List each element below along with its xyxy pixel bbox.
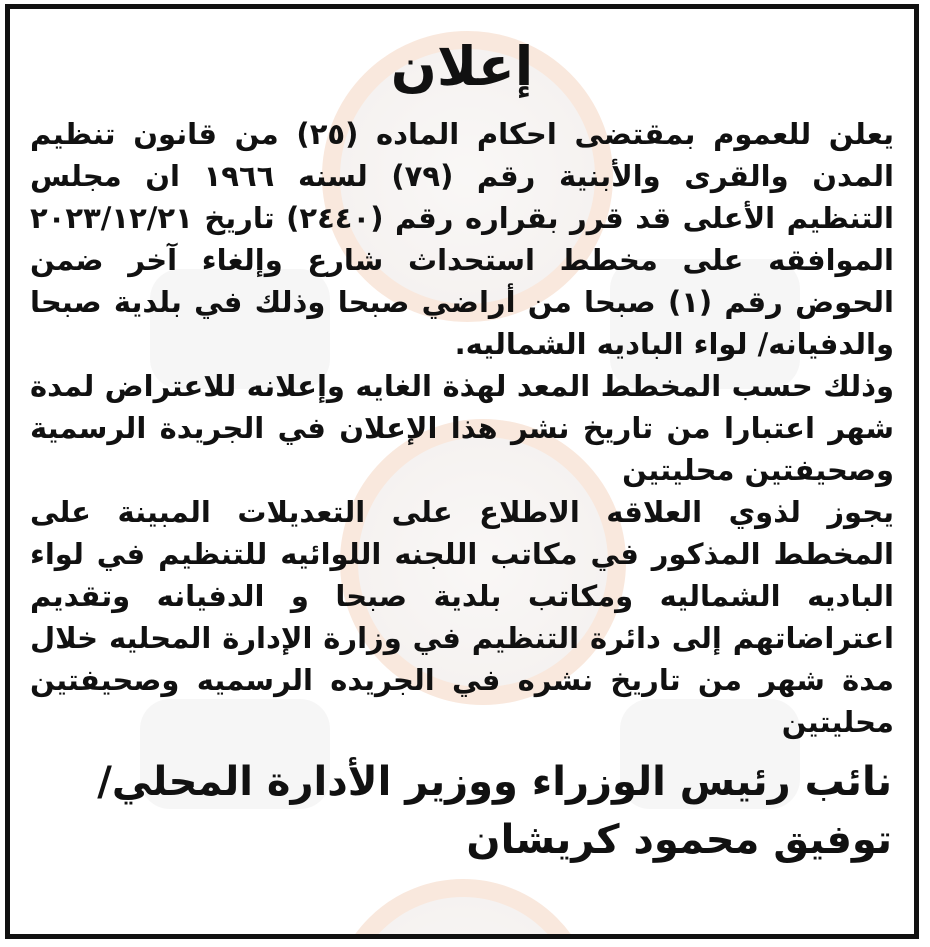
signature-title: نائب رئيس الوزراء ووزير الأدارة المحلي/	[97, 759, 892, 805]
notice-body	[30, 113, 894, 743]
notice-paragraph-2: وذلك حسب المخطط المعد لهذة الغايه وإعلانه للاعتراض لمدة شهر اعتبارا من تاريخ نشر هذا الإعلان في الجريدة الرسمية وصحيفتين محليتين	[30, 369, 894, 487]
notice-frame	[5, 4, 919, 939]
notice-content	[10, 35, 914, 869]
watermark-clock-icon	[330, 879, 596, 939]
signature-name: توفيق محمود كريشان	[466, 817, 892, 863]
notice-paragraph-1: يعلن للعموم بمقتضى احكام الماده (٢٥) من قانون تنظيم المدن والقرى والأبنية رقم (٧٩) لسنه ١٩٦٦ ان مجلس التنظيم الأعلى قد قرر بقراره رقم (٢٤٤٠) تاريخ ٢٠٢٣/١٢/٢١ الموافقه على مخطط استحداث شارع وإلغاء آخر ضمن الحوض رقم (١) صبحا من أراضي صبحا وذلك في بلدية صبحا والدفيانه/ لواء الباديه الشماليه.	[30, 117, 895, 361]
notice-title: إعلان	[390, 35, 534, 98]
notice-paragraph-3: يجوز لذوي العلاقه الاطلاع على التعديلات المبينة على المخطط المذكور في مكاتب اللجنه اللوائيه للتنظيم في لواء الباديه الشماليه ومكاتب بلدية صبحا و الدفيانه وتقديم اعتراضاتهم إلى دائرة التنظيم في وزارة الإدارة المحليه خلال مدة شهر من تاريخ نشره في الجريده الرسميه وصحيفتين محليتين	[30, 495, 894, 739]
signature-block	[32, 753, 892, 869]
